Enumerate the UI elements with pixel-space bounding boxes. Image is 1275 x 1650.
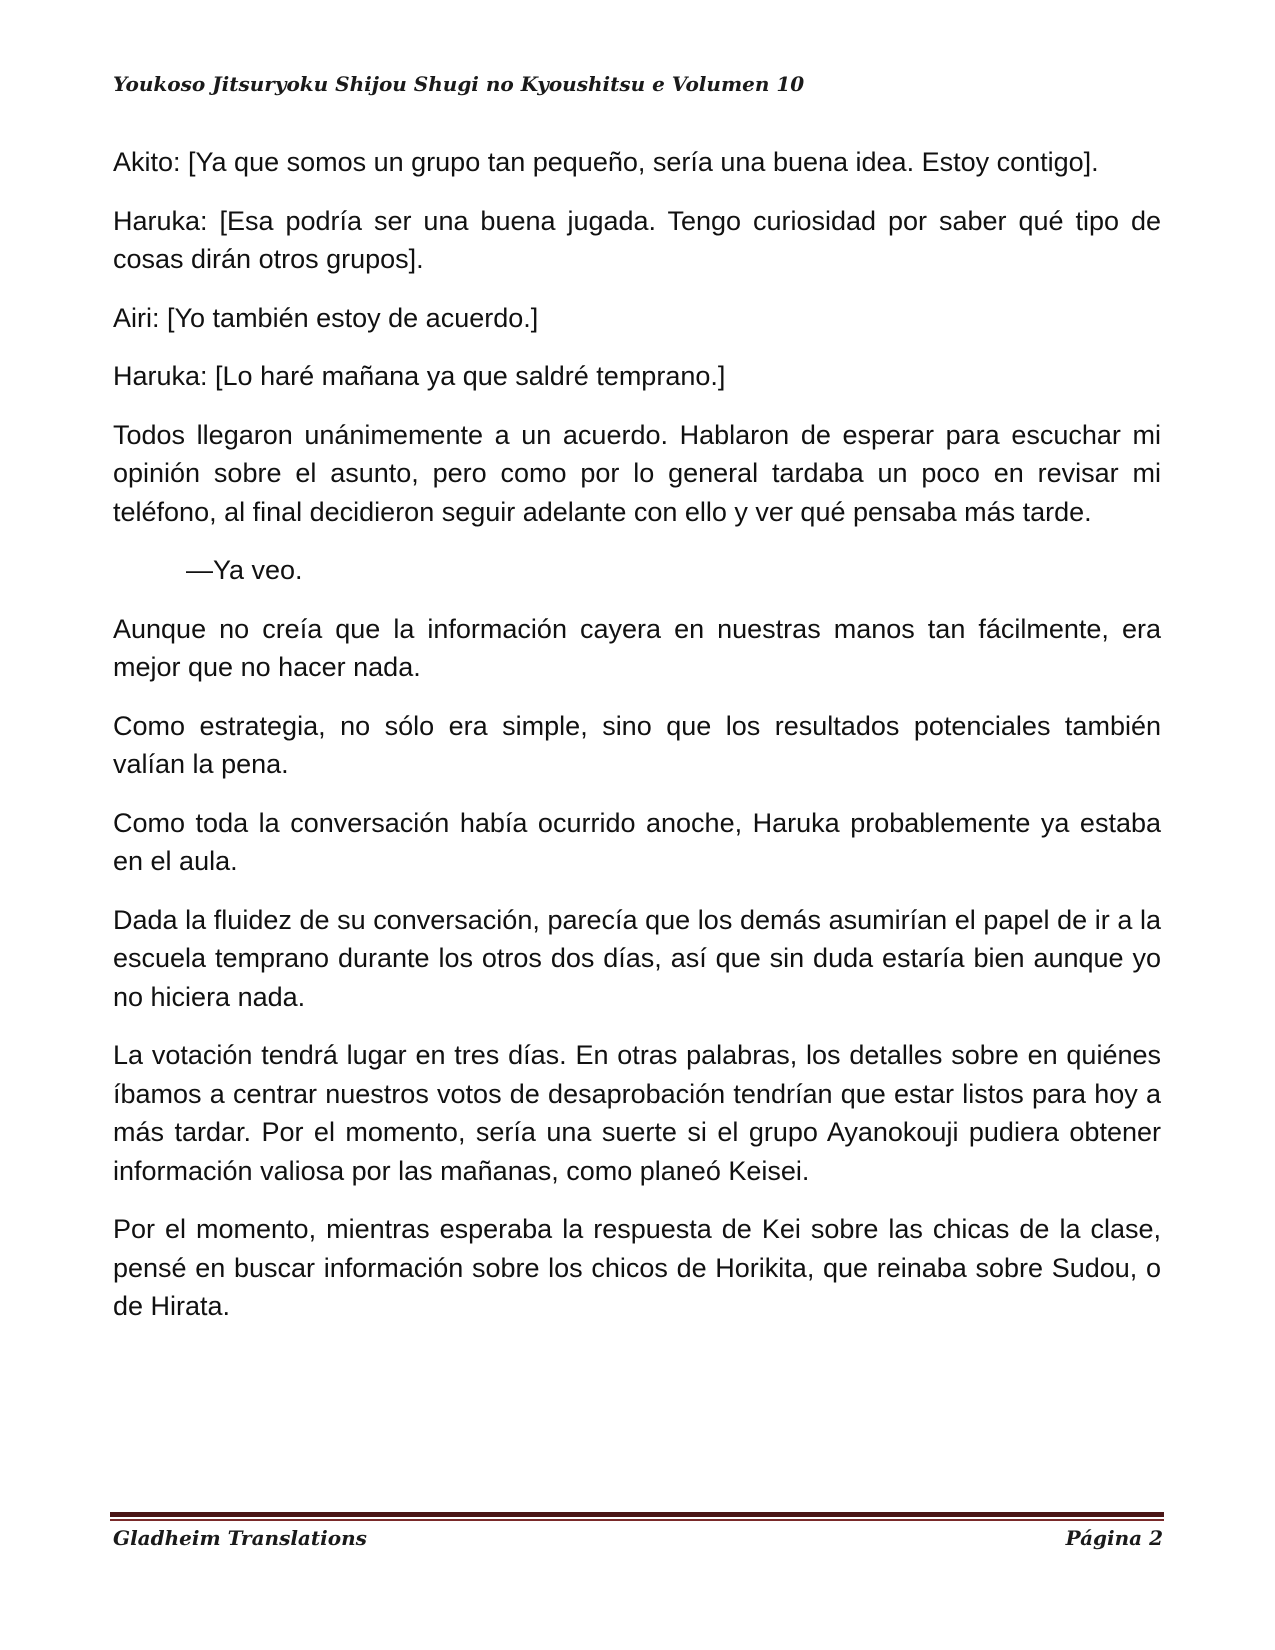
- paragraph: Aunque no creía que la información cayera en nuestras manos tan fácilmente, era mejor que no hacer nada.: [113, 613, 1161, 682]
- page-number: Página 2: [1065, 1526, 1163, 1550]
- paragraph: La votación tendrá lugar en tres días. En otras palabras, los detalles sobre en quiénes íbamos a centrar nuestros votos de desaprobación tendrían que estar listos para hoy a más tardar. Por el momento, sería una suerte si el grupo Ayanokouji pudiera obtener información valiosa por las mañanas, como planeó Keisei.: [113, 1040, 1161, 1186]
- paragraph: Haruka: [Esa podría ser una buena jugada. Tengo curiosidad por saber qué tipo de cosas dirán otros grupos].: [113, 205, 1161, 274]
- paragraph: Todos llegaron unánimemente a un acuerdo. Hablaron de esperar para escuchar mi opinión sobre el asunto, pero como por lo general tardaba un poco en revisar mi teléfono, al final decidieron seguir adelante con ello y ver qué pensaba más tarde.: [113, 419, 1161, 527]
- paragraph: Akito: [Ya que somos un grupo tan pequeño, sería una buena idea. Estoy contigo].: [113, 147, 1099, 177]
- paragraph: Como estrategia, no sólo era simple, sino que los resultados potenciales también valían la pena.: [113, 710, 1161, 779]
- footer-divider-thick: [110, 1512, 1164, 1517]
- footer-divider-thin: [110, 1519, 1164, 1521]
- paragraph: Por el momento, mientras esperaba la respuesta de Kei sobre las chicas de la clase, pensé en buscar información sobre los chicos de Horikita, que reinaba sobre Sudou, o de Hirata.: [113, 1214, 1161, 1321]
- footer-publisher: Gladheim Translations: [113, 1526, 367, 1550]
- paragraph: Dada la fluidez de su conversación, parecía que los demás asumirían el papel de ir a la escuela temprano durante los otros dos días, así que sin duda estaría bien aunque yo no hiciera nada.: [113, 904, 1161, 1012]
- footer-divider: [110, 1512, 1164, 1522]
- paragraph: Airi: [Yo también estoy de acuerdo.]: [113, 302, 539, 333]
- paragraph: Como toda la conversación había ocurrido anoche, Haruka probablemente ya estaba en el aula.: [113, 807, 1161, 876]
- paragraph-indented: —Ya veo.: [186, 555, 303, 585]
- paragraph: Haruka: [Lo haré mañana ya que saldré temprano.]: [113, 361, 726, 391]
- running-header: Youkoso Jitsuryoku Shijou Shugi no Kyoushitsu e Volumen 10: [113, 72, 805, 96]
- page-body: [113, 143, 1161, 1346]
